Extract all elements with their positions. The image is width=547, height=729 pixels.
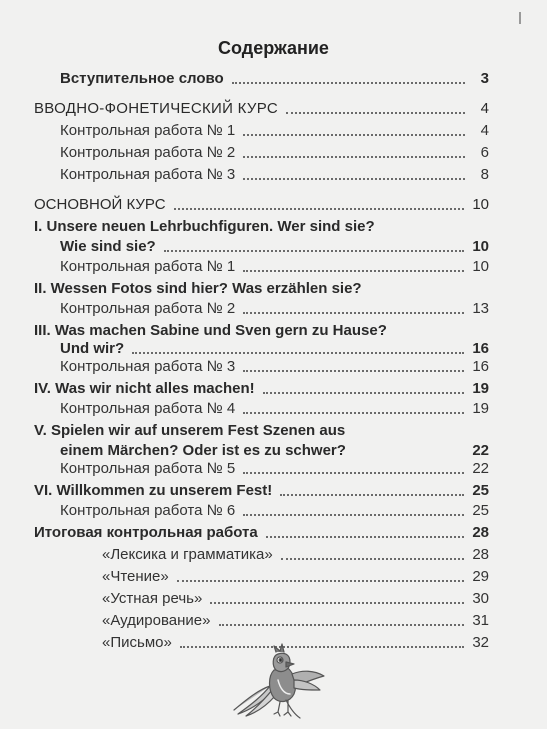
toc-entry-label: Контрольная работа № 3 [60,166,236,183]
toc-page-number: 22 [472,460,489,477]
toc-entry-label: Контрольная работа № 2 [60,144,236,161]
toc-page-number: 30 [472,590,489,607]
toc-entry-label: IV. Was wir nicht alles machen! [34,380,255,397]
toc-entry-label: Итоговая контрольная работа [34,524,258,541]
toc-chapter-1-line1[interactable] [34,216,489,236]
toc-page-number: 13 [472,300,489,317]
toc-entry-label: Контрольная работа № 3 [60,358,236,375]
toc-entry-label: Контрольная работа № 6 [60,502,236,519]
toc-chapter-2[interactable] [34,278,489,298]
toc-chapter-3-line1[interactable] [34,320,489,340]
toc-entry-osnovnoy[interactable] [34,194,489,214]
dot-leader [281,558,465,560]
dot-leader [243,312,464,314]
toc-entry-final-lex[interactable] [102,544,489,564]
dot-leader [280,494,464,496]
toc-page-number: 3 [480,70,489,87]
toc-chapter-1-line2[interactable] [60,236,489,256]
toc-page-number: 10 [472,238,489,255]
toc-entry-intro[interactable] [60,68,489,88]
toc-entry-label: III. Was machen Sabine und Sven gern zu Hause? [34,322,387,339]
toc-entry-label: ОСНОВНОЙ КУРС [34,196,166,213]
toc-chapter-3-line2[interactable] [60,338,489,358]
toc-page-number: 16 [472,358,489,375]
toc-page-number: 19 [472,400,489,417]
toc-chapter-6[interactable] [34,480,489,500]
toc-page-number: 10 [472,258,489,275]
toc-entry-ch3-k[interactable] [60,356,489,376]
toc-entry-vvodno[interactable] [34,98,489,118]
dot-leader [174,208,465,210]
toc-entry-label: «Чтение» [102,568,169,585]
dot-leader [354,454,464,456]
dot-leader [164,250,465,252]
corner-mark [519,12,521,24]
dot-leader [232,82,465,84]
toc-page-number: 10 [472,196,489,213]
dot-leader [132,352,464,354]
toc-page-number: 25 [472,502,489,519]
toc-entry-label: I. Unsere neuen Lehrbuchfiguren. Wer sind sie? [34,218,375,235]
dot-leader [243,178,465,180]
toc-entry-label: V. Spielen wir auf unserem Fest Szenen aus [34,422,346,439]
toc-page-number: 32 [472,634,489,651]
toc-entry-final[interactable] [34,522,489,542]
dot-leader [266,536,465,538]
toc-page-number: 22 [472,442,489,459]
toc-page-number: 31 [472,612,489,629]
toc-entry-label: II. Wessen Fotos sind hier? Was erzählen sie? [34,280,362,297]
toc-page-number: 4 [480,100,489,117]
toc-entry-final-read[interactable] [102,566,489,586]
toc-entry-label: ВВОДНО-ФОНЕТИЧЕСКИЙ КУРС [34,100,278,117]
toc-entry-label: «Лексика и грамматика» [102,546,273,563]
dot-leader [210,602,464,604]
toc-page-number: 28 [472,524,489,541]
dot-leader [243,134,465,136]
dot-leader [243,514,464,516]
toc-entry-final-audio[interactable] [102,610,489,630]
toc-entry-label: Wie sind sie? [60,238,156,255]
toc-entry-label: Контрольная работа № 1 [60,258,236,275]
dot-leader [243,472,464,474]
toc-entry-label: Контрольная работа № 1 [60,122,236,139]
toc-entry-ch5-k[interactable] [60,458,489,478]
toc-entry-label: Контрольная работа № 4 [60,400,236,417]
toc-page-number: 28 [472,546,489,563]
toc-entry-label: VI. Willkommen zu unserem Fest! [34,482,273,499]
toc-entry-ch6-k[interactable] [60,500,489,520]
toc-entry-label: «Аудирование» [102,612,211,629]
toc-entry-label: Und wir? [60,340,125,357]
page-title: Содержание [218,38,329,58]
toc-chapter-5-line1[interactable] [34,420,489,440]
dot-leader [243,370,464,372]
toc-entry-label: Контрольная работа № 5 [60,460,236,477]
dot-leader [219,624,465,626]
dot-leader [177,580,465,582]
toc-page-number: 19 [472,380,489,397]
bird-illustration [228,640,328,720]
toc-entry-vvodno-k3[interactable] [60,164,489,184]
toc-entry-ch4-k[interactable] [60,398,489,418]
toc-page-number: 25 [472,482,489,499]
toc-entry-label: «Устная речь» [102,590,203,607]
toc-entry-vvodno-k2[interactable] [60,142,489,162]
toc-page-number: 16 [472,340,489,357]
toc-entry-label: Вступительное слово [60,70,224,87]
toc-entry-ch2-k[interactable] [60,298,489,318]
toc-entry-label: einem Märchen? Oder ist es zu schwer? [60,442,346,459]
toc-page-number: 29 [472,568,489,585]
toc-page-number: 6 [480,144,489,161]
toc-entry-label: «Письмо» [102,634,172,651]
toc-chapter-5-line2[interactable] [60,440,489,460]
dot-leader [243,270,464,272]
dot-leader [243,156,465,158]
toc-entry-label: Контрольная работа № 2 [60,300,236,317]
dot-leader [286,112,465,114]
toc-entry-ch1-k[interactable] [60,256,489,276]
toc-entry-final-speech[interactable] [102,588,489,608]
dot-leader [263,392,465,394]
dot-leader [243,412,464,414]
toc-entry-vvodno-k1[interactable] [60,120,489,140]
toc-chapter-4[interactable] [34,378,489,398]
toc-page-number: 8 [480,166,489,183]
toc-page-number: 4 [480,122,489,139]
